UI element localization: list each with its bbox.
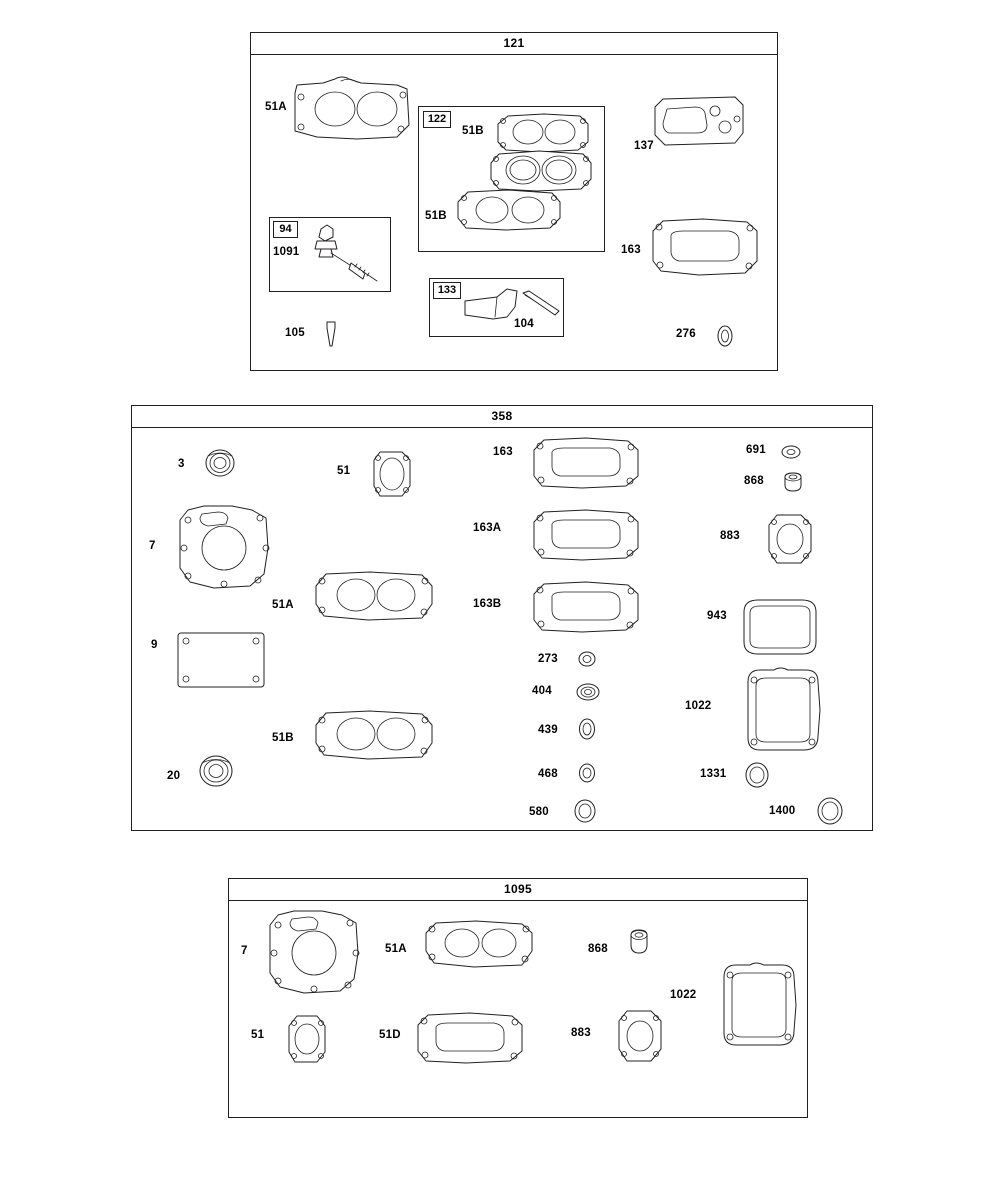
label-439: 439 bbox=[538, 724, 558, 736]
part-404-seal bbox=[574, 681, 602, 703]
label-51A: 51A bbox=[265, 101, 287, 113]
part-883-gasket-1095 bbox=[609, 1007, 669, 1065]
part-580-oring bbox=[572, 798, 598, 824]
label-883-1095: 883 bbox=[571, 1027, 591, 1039]
label-51B-upper: 51B bbox=[462, 125, 484, 137]
panel-1095-header: 1095 bbox=[229, 879, 807, 901]
label-276: 276 bbox=[676, 328, 696, 340]
label-51A-1095: 51A bbox=[385, 943, 407, 955]
part-273-seal bbox=[576, 649, 598, 669]
part-51B-gasket-upper bbox=[494, 112, 592, 154]
label-137: 137 bbox=[634, 140, 654, 152]
part-691-washer bbox=[780, 444, 802, 460]
label-51A-358: 51A bbox=[272, 599, 294, 611]
label-1022: 1022 bbox=[685, 700, 712, 712]
part-7-head-gasket-1095 bbox=[264, 909, 364, 995]
part-9-gasket bbox=[174, 629, 268, 691]
label-580: 580 bbox=[529, 806, 549, 818]
part-51A-gasket-1095 bbox=[422, 919, 536, 969]
label-1400: 1400 bbox=[769, 805, 796, 817]
part-51-gasket-1095 bbox=[279, 1012, 333, 1066]
label-163B: 163B bbox=[473, 598, 502, 610]
label-104: 104 bbox=[514, 318, 534, 330]
label-404: 404 bbox=[532, 685, 552, 697]
label-20: 20 bbox=[167, 770, 181, 782]
label-883: 883 bbox=[720, 530, 740, 542]
label-51D: 51D bbox=[379, 1029, 401, 1041]
part-104-seat bbox=[463, 285, 563, 329]
part-51A-gasket bbox=[287, 75, 417, 145]
label-51-1095: 51 bbox=[251, 1029, 265, 1041]
part-1022-gasket-1095 bbox=[716, 959, 802, 1051]
part-883-gasket bbox=[759, 511, 819, 567]
part-51-gasket bbox=[364, 448, 418, 500]
label-1331: 1331 bbox=[700, 768, 727, 780]
panel-358-header: 358 bbox=[132, 406, 872, 428]
part-20-oil-seal bbox=[195, 751, 237, 791]
label-868: 868 bbox=[744, 475, 764, 487]
part-51B-gasket-358 bbox=[312, 709, 436, 761]
label-1022-1095: 1022 bbox=[670, 989, 697, 1001]
label-163A: 163A bbox=[473, 522, 502, 534]
panel-121-header: 121 bbox=[251, 33, 777, 55]
label-273: 273 bbox=[538, 653, 558, 665]
label-7: 7 bbox=[149, 540, 156, 552]
part-439-oring bbox=[576, 716, 598, 742]
label-691: 691 bbox=[746, 444, 766, 456]
part-163B-gasket bbox=[530, 580, 642, 634]
panel-121 bbox=[250, 32, 778, 371]
label-468: 468 bbox=[538, 768, 558, 780]
part-468-oring bbox=[576, 761, 598, 785]
label-9: 9 bbox=[151, 639, 158, 651]
part-51D-gasket bbox=[414, 1011, 526, 1065]
label-3: 3 bbox=[178, 458, 185, 470]
label-51: 51 bbox=[337, 465, 351, 477]
subbox-133-tag: 133 bbox=[433, 282, 461, 299]
label-1091: 1091 bbox=[273, 246, 300, 258]
part-1091-needle bbox=[307, 223, 385, 285]
subbox-122-tag: 122 bbox=[423, 111, 451, 128]
part-163A-gasket bbox=[530, 508, 642, 562]
part-163-head-gasket bbox=[530, 436, 642, 490]
panel-358 bbox=[131, 405, 873, 831]
part-163-gasket bbox=[649, 217, 761, 277]
part-1022-gasket bbox=[740, 664, 826, 756]
part-51B-gasket-lower bbox=[454, 188, 564, 232]
part-868-plug bbox=[780, 471, 806, 495]
subbox-94-tag: 94 bbox=[273, 221, 298, 238]
label-868-1095: 868 bbox=[588, 943, 608, 955]
label-163-358: 163 bbox=[493, 446, 513, 458]
part-943-gasket bbox=[740, 596, 820, 658]
part-276-oring bbox=[714, 323, 736, 349]
part-51A-gasket-358 bbox=[312, 570, 436, 622]
label-7-1095: 7 bbox=[241, 945, 248, 957]
label-163: 163 bbox=[621, 244, 641, 256]
part-868-plug-1095 bbox=[625, 927, 653, 957]
part-3-oil-seal bbox=[202, 446, 238, 480]
panel-1095 bbox=[228, 878, 808, 1118]
part-105-pin bbox=[323, 320, 339, 348]
label-943: 943 bbox=[707, 610, 727, 622]
label-51B-lower: 51B bbox=[425, 210, 447, 222]
part-137-gasket bbox=[651, 95, 747, 147]
part-51B-plate bbox=[487, 149, 595, 193]
part-1331-oring bbox=[743, 761, 771, 789]
part-1400-oring bbox=[815, 796, 845, 826]
label-51B-358: 51B bbox=[272, 732, 294, 744]
label-105: 105 bbox=[285, 327, 305, 339]
part-7-head-gasket bbox=[174, 504, 274, 590]
